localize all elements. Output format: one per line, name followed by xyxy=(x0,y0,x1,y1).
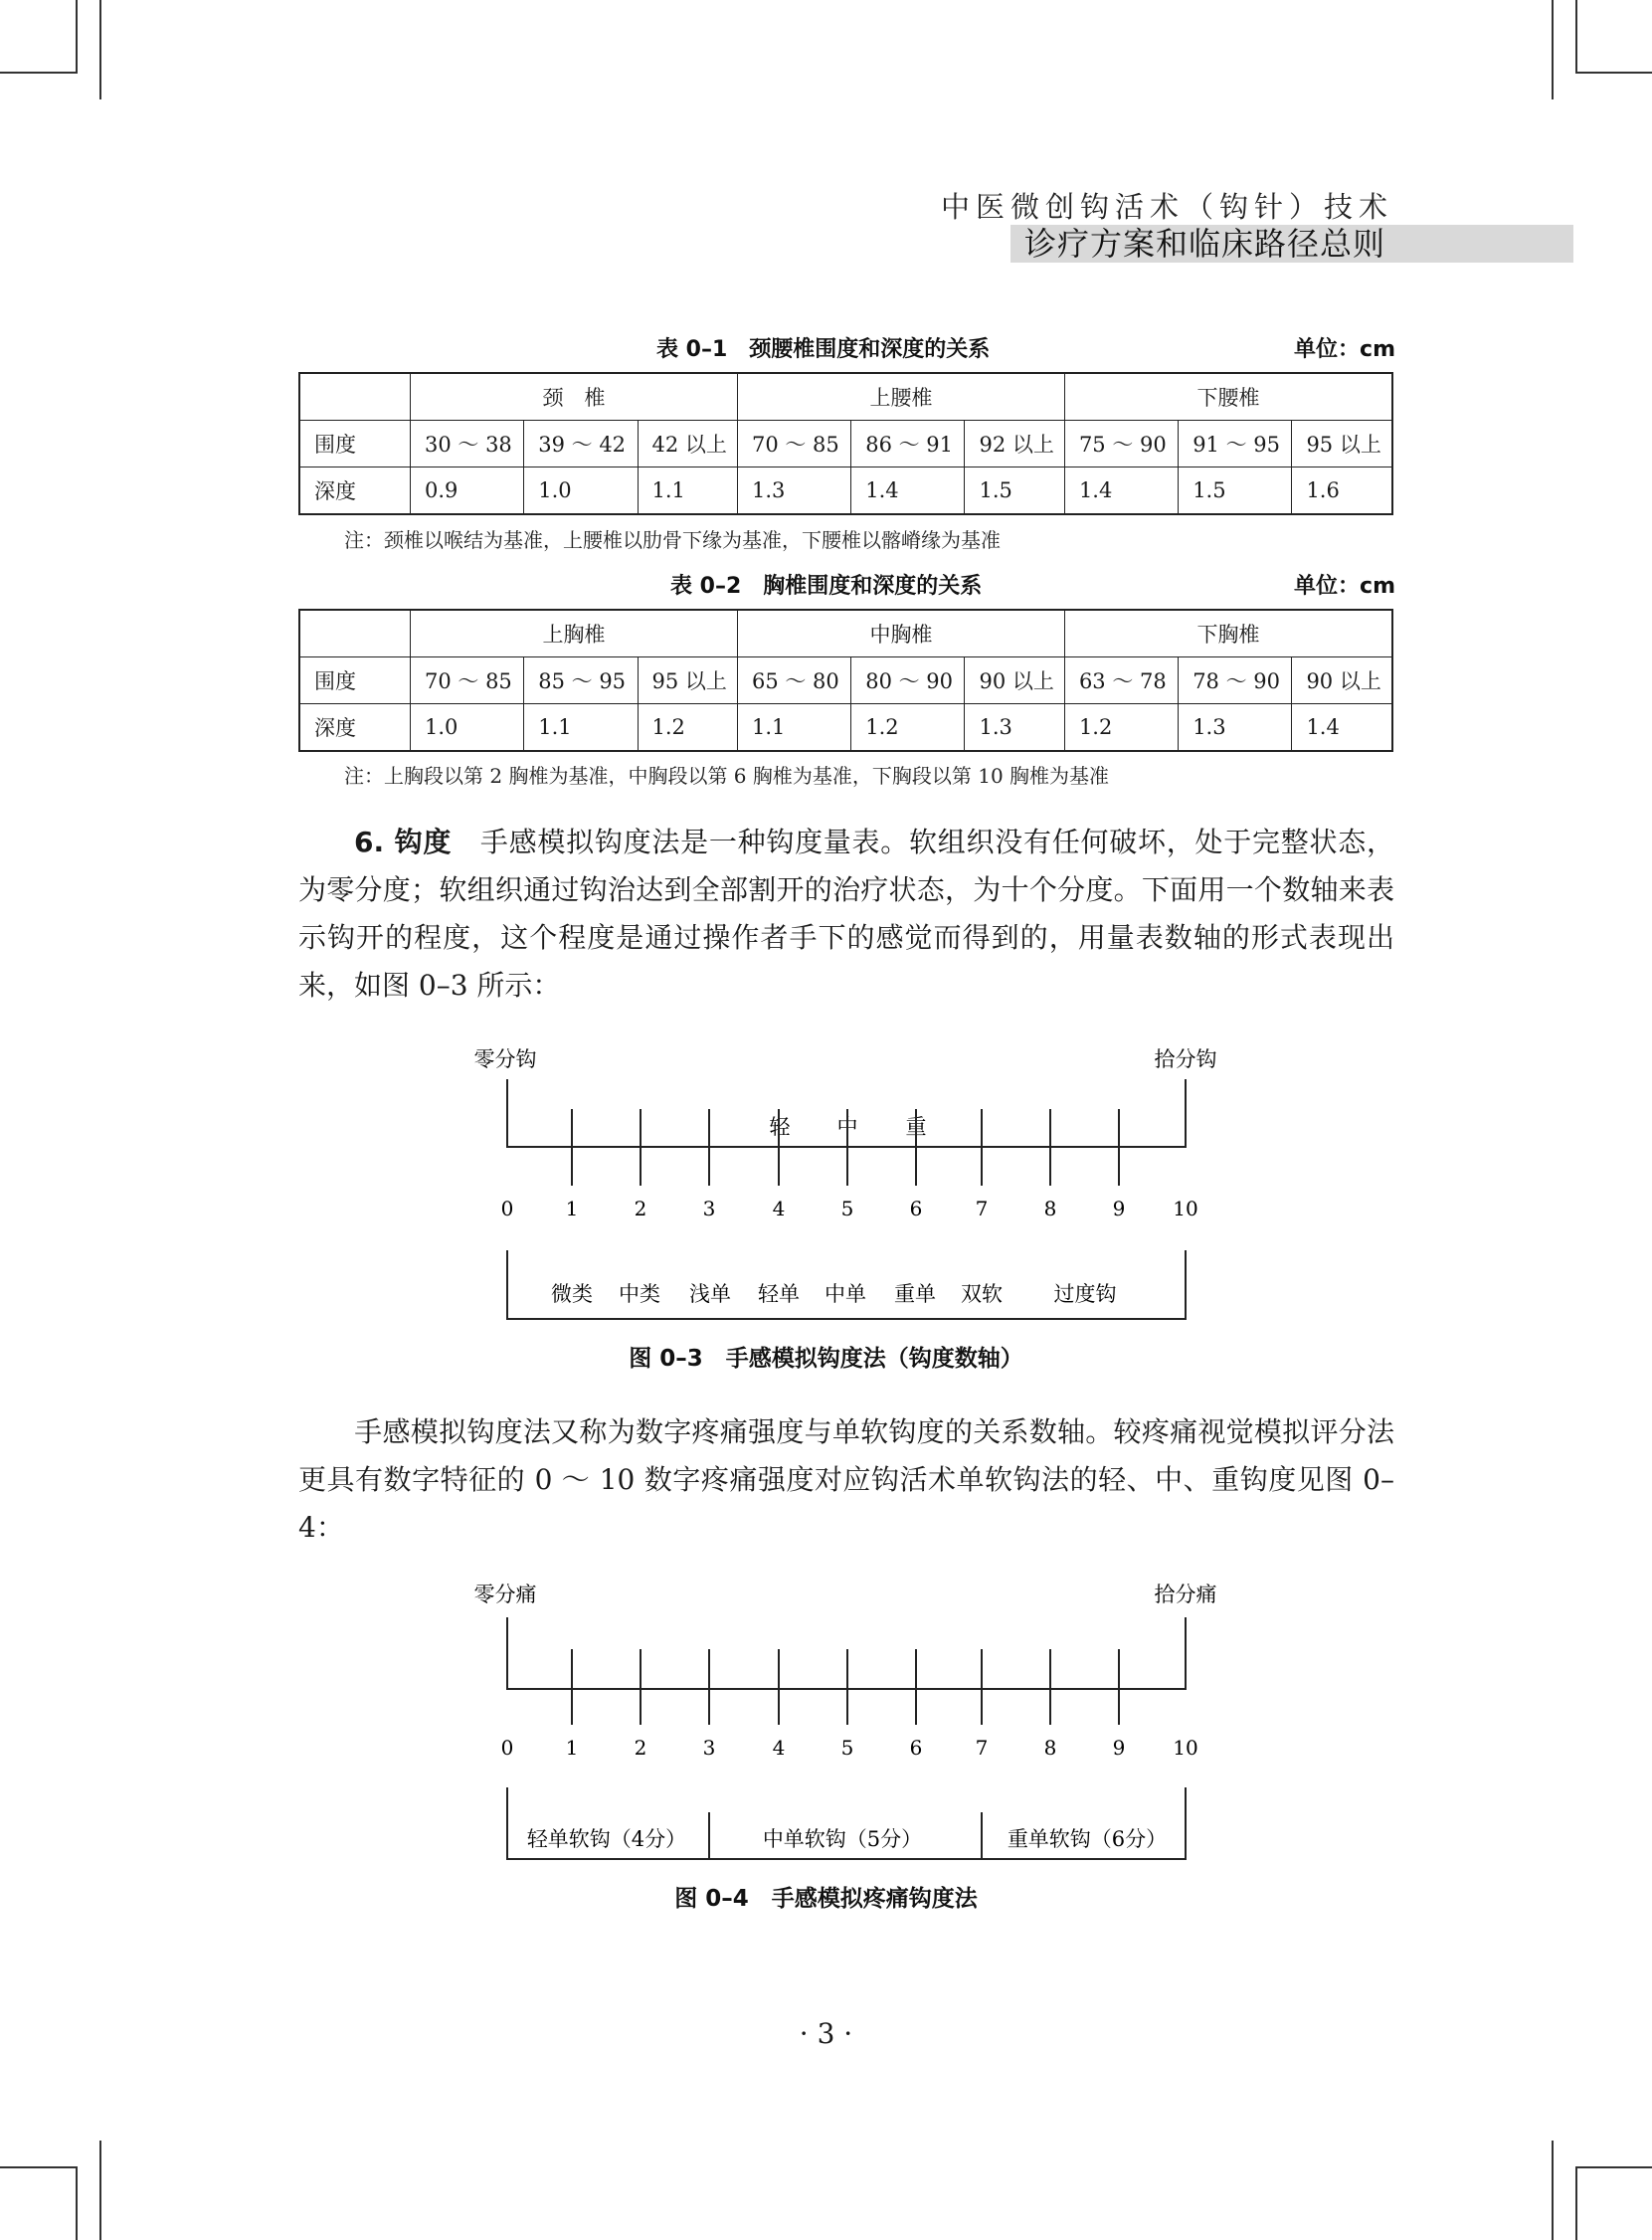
crop-mark xyxy=(76,2166,78,2240)
table-cell: 70 ～ 85 xyxy=(737,421,850,467)
table-row xyxy=(299,704,1392,752)
table-header-row xyxy=(299,610,1392,657)
degree-label: 重单 xyxy=(894,1282,936,1306)
table-cell: 95 以上 xyxy=(1292,421,1392,467)
table1 xyxy=(298,372,1393,515)
crop-mark xyxy=(1552,2141,1554,2240)
table-cell: 30 ～ 38 xyxy=(411,421,524,467)
table-cell: 80 ～ 90 xyxy=(851,657,965,704)
tick-label: 2 xyxy=(634,1197,647,1220)
crop-mark xyxy=(1575,2166,1652,2168)
table2-caption: 表 0–2 胸椎围度和深度的关系 xyxy=(670,574,983,599)
table1-note: 注：颈椎以喉结为基准，上腰椎以肋骨下缘为基准，下腰椎以髂嵴缘为基准 xyxy=(344,528,1001,552)
tick-label: 10 xyxy=(1173,1197,1198,1220)
table-cell: 65 ～ 80 xyxy=(737,657,850,704)
table-cell: 1.0 xyxy=(411,704,524,752)
paragraph-1 xyxy=(298,819,1394,1010)
fig4-tick-labels xyxy=(501,1736,1198,1760)
table-cell: 91 ～ 95 xyxy=(1179,421,1292,467)
table-group-header: 中胸椎 xyxy=(737,610,1064,657)
table-cell: 0.9 xyxy=(411,467,524,515)
table-cell: 70 ～ 85 xyxy=(411,657,524,704)
tick-label: 0 xyxy=(500,1736,514,1760)
tick-label: 5 xyxy=(840,1736,854,1760)
table-group-header: 上腰椎 xyxy=(737,373,1064,421)
tick-label: 6 xyxy=(909,1736,923,1760)
tick-label: 7 xyxy=(975,1736,989,1760)
fig3-left-label: 零分钩 xyxy=(473,1047,537,1071)
crop-mark xyxy=(99,0,101,99)
table-cell xyxy=(299,610,411,657)
crop-mark xyxy=(1575,72,1652,74)
row-label: 围度 xyxy=(299,421,411,467)
range-label: 轻单软钩（4分） xyxy=(526,1827,687,1851)
page-number: · 3 · xyxy=(799,2017,853,2050)
table-cell: 1.3 xyxy=(965,704,1064,752)
tick-label: 9 xyxy=(1112,1736,1126,1760)
degree-label: 双软 xyxy=(961,1282,1003,1306)
fig4-left-label: 零分痛 xyxy=(473,1583,537,1606)
crop-mark xyxy=(0,72,76,74)
fig3-tick-labels xyxy=(501,1197,1198,1220)
table-row xyxy=(299,467,1392,515)
table-cell: 63 ～ 78 xyxy=(1064,657,1178,704)
table-cell: 1.6 xyxy=(1292,467,1392,515)
fig3-top-label: 中 xyxy=(836,1115,858,1139)
row-label: 深度 xyxy=(299,704,411,752)
table-cell: 1.3 xyxy=(1179,704,1292,752)
table-row xyxy=(299,421,1392,467)
table2-unit: 单位：cm xyxy=(1294,574,1395,599)
tick-label: 10 xyxy=(1173,1736,1198,1760)
tick-label: 1 xyxy=(565,1197,579,1220)
table-cell: 1.1 xyxy=(737,704,850,752)
table1-unit: 单位：cm xyxy=(1294,337,1395,362)
figure3-diagram xyxy=(0,1034,1652,1333)
crop-mark xyxy=(1552,0,1554,99)
table2 xyxy=(298,609,1393,752)
tick-label: 3 xyxy=(702,1197,716,1220)
tick-label: 4 xyxy=(772,1736,786,1760)
table-header-row xyxy=(299,373,1392,421)
fig3-bottom-labels xyxy=(551,1282,1117,1306)
table2-note: 注：上胸段以第 2 胸椎为基准，中胸段以第 6 胸椎为基准，下胸段以第 10 胸椎为基准 xyxy=(344,764,1110,788)
table-cell: 92 以上 xyxy=(965,421,1064,467)
tick-label: 1 xyxy=(565,1736,579,1760)
table-cell: 78 ～ 90 xyxy=(1179,657,1292,704)
tick-label: 2 xyxy=(634,1736,647,1760)
tick-label: 8 xyxy=(1043,1736,1057,1760)
degree-label: 轻单 xyxy=(758,1282,800,1306)
tick-label: 4 xyxy=(772,1197,786,1220)
table-cell: 1.1 xyxy=(638,467,737,515)
figure4-diagram xyxy=(0,1574,1652,1862)
table-cell xyxy=(299,373,411,421)
paragraph-2 xyxy=(298,1408,1394,1552)
table-cell: 1.4 xyxy=(1064,467,1178,515)
table-cell: 1.2 xyxy=(1064,704,1178,752)
crop-mark xyxy=(1575,0,1577,74)
table-cell: 75 ～ 90 xyxy=(1064,421,1178,467)
table-cell: 39 ～ 42 xyxy=(524,421,638,467)
tick-label: 0 xyxy=(500,1197,514,1220)
crop-mark xyxy=(1575,2166,1577,2240)
tick-label: 8 xyxy=(1043,1197,1057,1220)
tick-label: 9 xyxy=(1112,1197,1126,1220)
degree-label: 中类 xyxy=(619,1282,660,1306)
figure4-caption: 图 0–4 手感模拟疼痛钩度法 xyxy=(674,1886,978,1912)
range-label: 中单软钩（5分） xyxy=(762,1827,923,1851)
paragraph-2-text: 手感模拟钩度法又称为数字疼痛强度与单软钩度的关系数轴。较疼痛视觉模拟评分法更具有数字特征的 0 ～ 10 数字疼痛强度对应钩活术单软钩法的轻、中、重钩度见图 0–4： xyxy=(298,1415,1394,1544)
table-cell: 42 以上 xyxy=(638,421,737,467)
fig4-right-label: 拾分痛 xyxy=(1154,1583,1217,1606)
paragraph-1-text: 手感模拟钩度法是一种钩度量表。软组织没有任何破坏，处于完整状态，为零分度；软组织通过钩治达到全部割开的治疗状态，为十个分度。下面用一个数轴来表示钩开的程度，这个程度是通过操作者手下的感觉而得到的，用量表数轴的形式表现出来，如图 0–3 所示： xyxy=(298,826,1394,1002)
degree-label: 浅单 xyxy=(689,1282,731,1306)
table-group-header: 下胸椎 xyxy=(1064,610,1392,657)
range-label: 重单软钩（6分） xyxy=(1007,1827,1168,1851)
table-cell: 1.1 xyxy=(524,704,638,752)
table-cell: 1.2 xyxy=(851,704,965,752)
degree-label: 中单 xyxy=(825,1282,866,1306)
fig3-top-label: 重 xyxy=(905,1115,927,1139)
fig3-right-label: 拾分钩 xyxy=(1154,1047,1217,1071)
section-lead: 6. 钩度 xyxy=(354,826,453,858)
table-cell: 1.4 xyxy=(851,467,965,515)
figure3-caption: 图 0–3 手感模拟钩度法（钩度数轴） xyxy=(629,1346,1023,1372)
table-group-header: 颈 椎 xyxy=(411,373,738,421)
table-cell: 1.5 xyxy=(965,467,1064,515)
crop-mark xyxy=(99,2141,101,2240)
table-row xyxy=(299,657,1392,704)
row-label: 围度 xyxy=(299,657,411,704)
table-cell: 86 ～ 91 xyxy=(851,421,965,467)
book-title: 中医微创钩活术（钩针）技术 xyxy=(940,190,1393,224)
table-cell: 1.4 xyxy=(1292,704,1392,752)
tick-label: 3 xyxy=(702,1736,716,1760)
table1-caption: 表 0–1 颈腰椎围度和深度的关系 xyxy=(656,337,991,362)
table-cell: 95 以上 xyxy=(638,657,737,704)
table-cell: 1.0 xyxy=(524,467,638,515)
fig4-bottom-labels xyxy=(527,1827,1167,1851)
table-group-header: 下腰椎 xyxy=(1064,373,1392,421)
table-cell: 1.2 xyxy=(638,704,737,752)
section-title: 诊疗方案和临床路径总则 xyxy=(1024,225,1386,263)
crop-mark xyxy=(0,2166,76,2168)
degree-label: 过度钩 xyxy=(1053,1282,1117,1306)
tick-label: 5 xyxy=(840,1197,854,1220)
table-cell: 1.5 xyxy=(1179,467,1292,515)
tick-label: 6 xyxy=(909,1197,923,1220)
crop-mark xyxy=(76,0,78,74)
row-label: 深度 xyxy=(299,467,411,515)
degree-label: 微类 xyxy=(551,1282,593,1306)
fig3-top-label: 轻 xyxy=(769,1115,791,1139)
table-group-header: 上胸椎 xyxy=(411,610,738,657)
table-cell: 85 ～ 95 xyxy=(524,657,638,704)
table-cell: 90 以上 xyxy=(965,657,1064,704)
table-cell: 90 以上 xyxy=(1292,657,1392,704)
table-cell: 1.3 xyxy=(737,467,850,515)
tick-label: 7 xyxy=(975,1197,989,1220)
